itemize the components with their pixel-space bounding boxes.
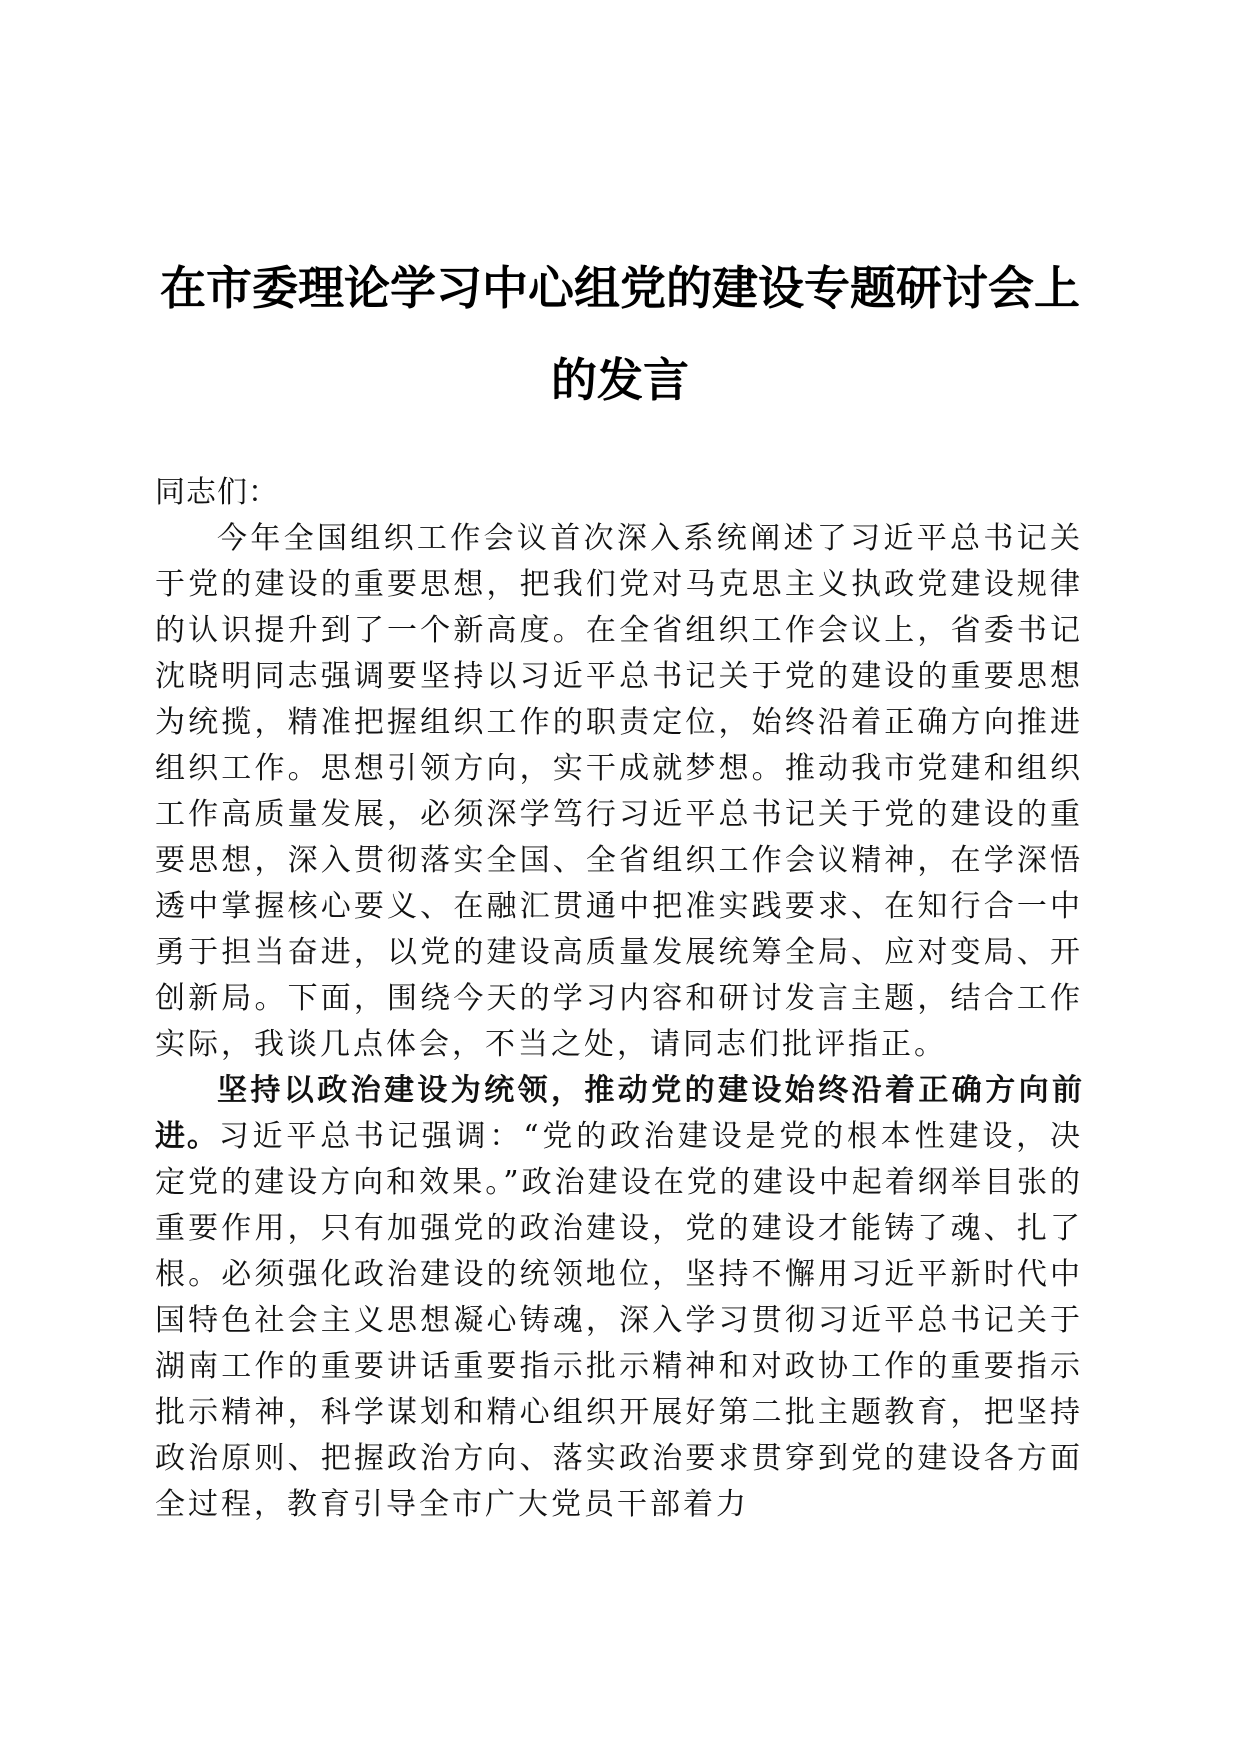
- document-title-line-1: 在市委理论学习中心组党的建设专题研讨会上: [160, 261, 1080, 315]
- paragraph-lead-heading: 坚持以政治建设为统领，推动党的建设始终沿着正确方向前进。: [155, 1073, 1083, 1154]
- paragraph-political-construction: [155, 1068, 1083, 1528]
- document-title-line-2: 的发言: [551, 353, 689, 407]
- salutation: 同志们：: [155, 475, 279, 510]
- paragraph-intro: 今年全国组织工作会议首次深入系统阐述了习近平总书记关于党的建设的重要思想，把我们党对马克思主义执政党建设规律的认识提升到了一个新高度。在全省组织工作会议上，省委书记沈晓明同志强调要坚持以习近平总书记关于党的建设的重要思想为统揽，精准把握组织工作的职责定位，始终沿着正确方向推进组织工作。思想引领方向，实干成就梦想。推动我市党建和组织工作高质量发展，必须深学笃行习近平总书记关于党的建设的重要思想，深入贯彻落实全国、全省组织工作会议精神，在学深悟透中掌握核心要义、在融汇贯通中把准实践要求、在知行合一中勇于担当奋进，以党的建设高质量发展统筹全局、应对变局、开创新局。下面，围绕今天的学习内容和研讨发言主题，结合工作实际，我谈几点体会，不当之处，请同志们批评指正。: [155, 521, 1083, 1062]
- document-body: [155, 470, 1083, 1528]
- paragraph-body-text: 习近平总书记强调：“党的政治建设是党的根本性建设，决定党的建设方向和效果。”政治建设在党的建设中起着纲举目张的重要作用，只有加强党的政治建设，党的建设才能铸了魂、扎了根。必须强化政治建设的统领地位，坚持不懈用习近平新时代中国特色社会主义思想凝心铸魂，深入学习贯彻习近平总书记关于湖南工作的重要讲话重要指示批示精神和对政协工作的重要指示批示精神，科学谋划和精心组织开展好第二批主题教育，把坚持政治原则、把握政治方向、落实政治要求贯穿到党的建设各方面全过程，教育引导全市广大党员干部着力: [155, 1119, 1084, 1522]
